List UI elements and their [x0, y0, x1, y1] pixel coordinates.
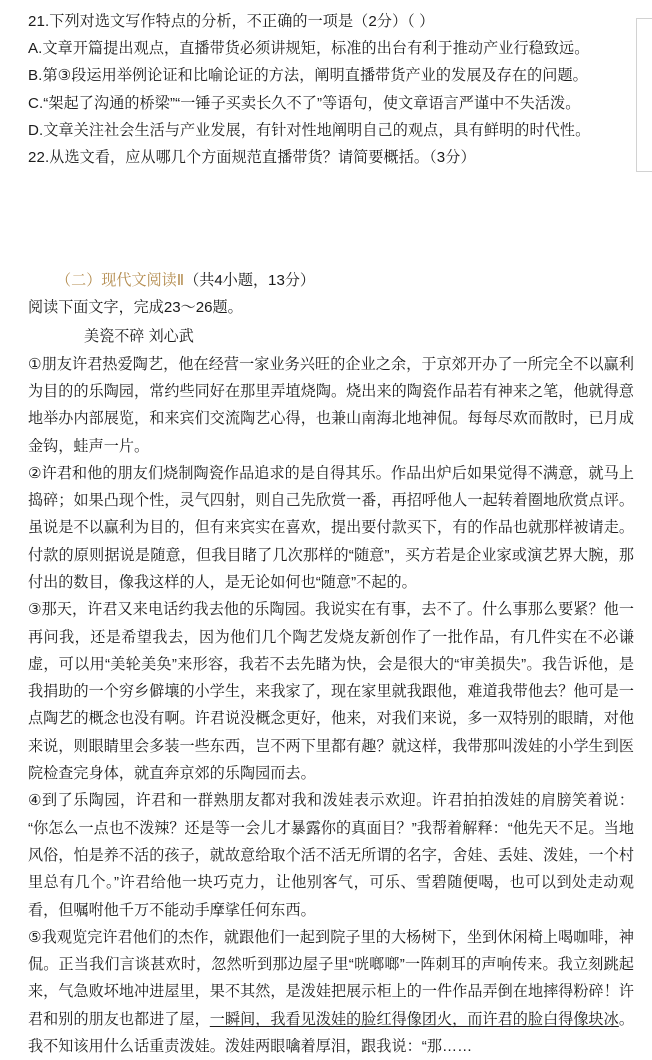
article-paragraph-3: ③那天，许君又来电话约我去他的乐陶园。我说实在有事，去不了。什么事那么要紧？他一再问我，还是希望我去，因为他们几个陶艺发烧友新创作了一批作品，有几件实在不必谦虚，可以用“美轮美奂”来形容，我若不去先睹为快，会是很大的“审美损失”。我告诉他，是我捐助的一个穷乡僻壤的小学生，来我家了，现在家里就我跟他，难道我带他去？他可是一点陶艺的概念也没有啊。许君说没概念更好，他来，对我们来说，多一双特别的眼睛，对他来说，则眼睛里会多装一些东西，岂不两下里都有趣？就这样，我带那叫泼娃的小学生到医院检查完身体，就直奔京郊的乐陶园而去。 [28, 601, 634, 783]
article-paragraph-4: ④到了乐陶园，许君和一群熟朋友都对我和泼娃表示欢迎。许君拍拍泼娃的肩膀笑着说：“你怎么一点也不泼辣？还是等一会儿才暴露你的真面目？”我帮着解释：“他先天不足。当地风俗，怕是养不活的孩子，就故意给取个活不活无所谓的名字，舍娃、丢娃、泼娃，一个村里总有几个。”许君给他一块巧克力，让他别客气，可乐、雪碧随便喝，也可以到处走动观看，但嘱咐他千万不能动手摩挲任何东西。 [28, 792, 634, 919]
question-21-option-c: C.“架起了沟通的桥梁”“一锤子买卖长久不了”等语句，使文章语言严谨中不失活泼。 [28, 94, 581, 112]
right-edge-frame-box [636, 18, 652, 172]
paragraph-5-suffix: 。我不知该用什么话重责泼娃。泼娃两眼噙着厚泪，跟我说：“那…… [28, 1010, 634, 1056]
article-paragraph-5 [28, 924, 634, 1060]
article-paragraph-2: ②许君和他的朋友们烧制陶瓷作品追求的是自得其乐。作品出炉后如果觉得不满意，就马上捣碎；如果凸现个性，灵气四射，则自己先欣赏一番，再招呼他人一起转着圈地欣赏点评。虽说是不以赢利为目的，但有来宾实在喜欢，提出要付款买下，有的作品也就那样被请走。付款的原则据说是随意，但我目睹了几次那样的“随意”，买方若是企业家或演艺界大腕，那付出的数目，像我这样的人，是无论如何也“随意”不起的。 [28, 464, 634, 591]
question-21-stem: 21.下列对选文写作特点的分析，不正确的一项是（2分）（ ） [28, 13, 435, 30]
paragraph-5-underlined-sentence: 一瞬间，我看见泼娃的脸红得像团火，而许君的脸白得像块冰 [209, 1010, 619, 1028]
section-lead-instruction: 阅读下面文字，完成23～26题。 [28, 299, 243, 317]
question-21-option-d: D.文章关注社会生活与产业发展，有针对性地阐明自己的观点，具有鲜明的时代性。 [28, 121, 591, 139]
paragraph-5-prefix: ⑤我观览完许君他们的杰作，就跟他们一起到院子里的大杨树下，坐到休闲椅上喝咖啡，神侃。正当我们言谈甚欢时，忽然听到那边屋子里“咣啷啷”一阵刺耳的声响传来。我立刻跳起来，气急败坏地冲进屋里，果不其然，是泼娃把展示柜上的一件作品弄倒在地摔得粉碎！许君和别的朋友也都进了屋， [28, 928, 634, 1028]
article-paragraph-1: ①朋友许君热爱陶艺，他在经营一家业务兴旺的企业之余，于京郊开办了一所完全不以赢利为目的的乐陶园，常约些同好在那里弄埴烧陶。烧出来的陶瓷作品若有神来之笔，他就得意地举办内部展览，和来宾们交流陶艺心得，也兼山南海北地神侃。每每尽欢而散时，已月成金钩，蛙声一片。 [28, 355, 634, 455]
section-spacer [28, 171, 634, 267]
section-heading-accent: （二）现代文阅读Ⅱ [56, 272, 185, 290]
question-21-option-a: A.文章开篇提出观点，直播带货必须讲规矩，标准的出台有利于推动产业行稳致远。 [28, 40, 590, 58]
article-title: 美瓷不碎 刘心武 [84, 327, 194, 345]
question-21-option-b: B.第③段运用举例论证和比喻论证的方法，阐明直播带货产业的发展及存在的问题。 [28, 67, 588, 85]
section-heading-plain: （共4小题，13分） [184, 272, 316, 290]
question-block [28, 8, 634, 171]
question-22-stem: 22.从选文看，应从哪几个方面规范直播带货？请简要概括。（3分） [28, 149, 476, 167]
section-heading [56, 267, 634, 294]
